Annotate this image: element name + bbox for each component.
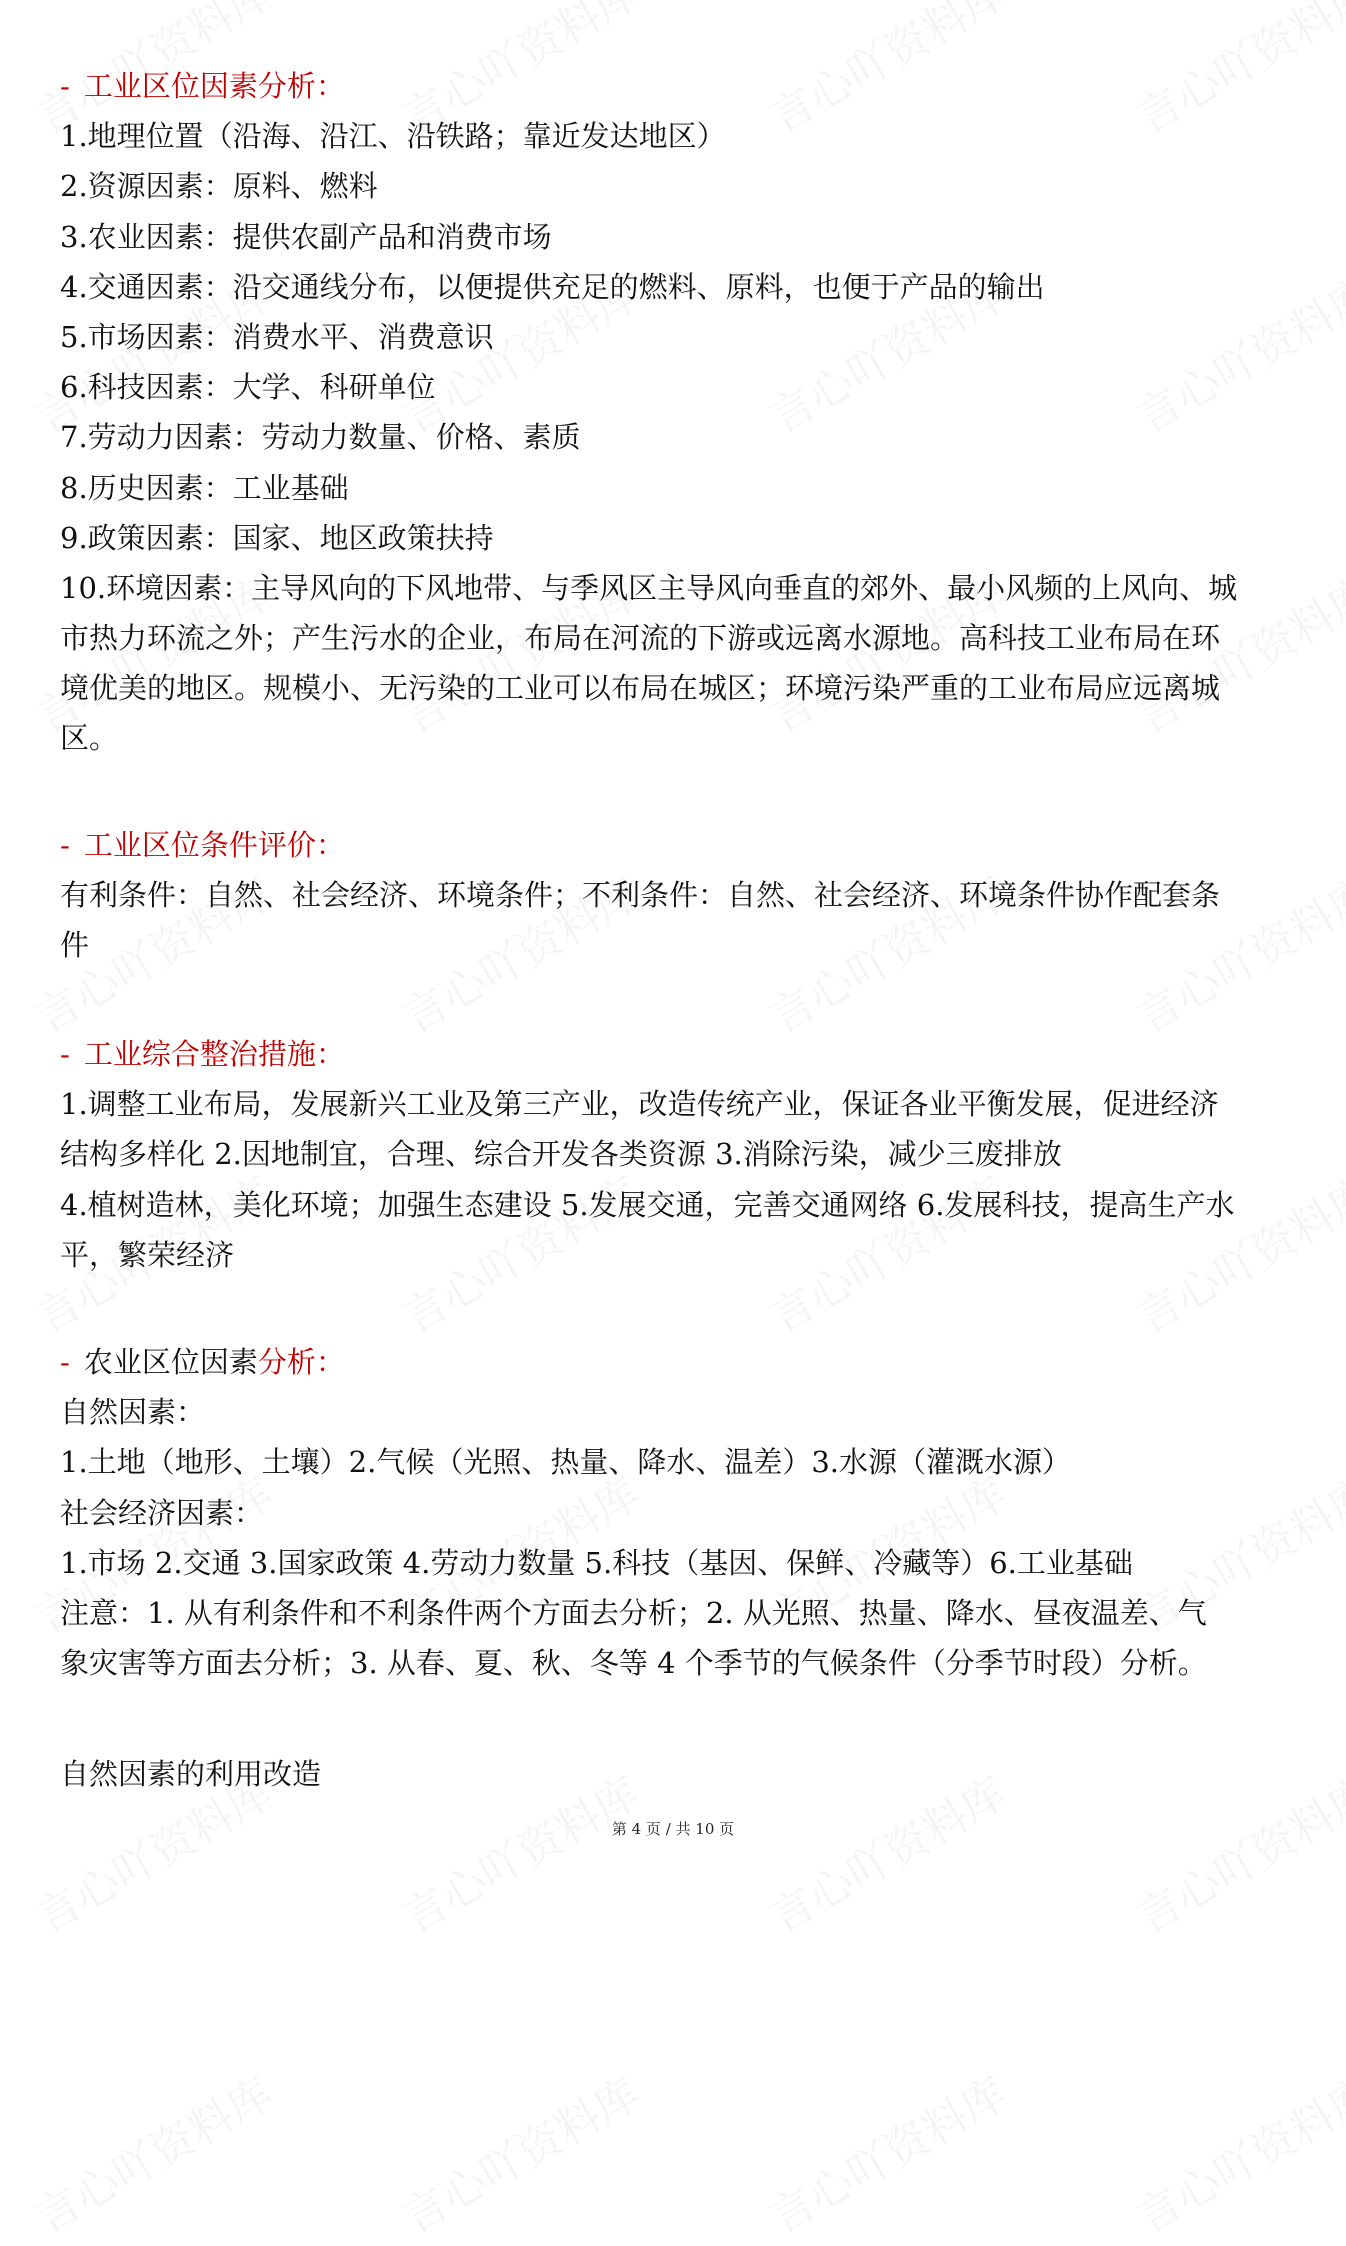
text-line: 7.劳动力因素：劳动力数量、价格、素质 [60,420,581,455]
page-footer: 第 4 页 / 共 10 页 [611,1820,735,1838]
text-line: 6.科技因素：大学、科研单位 [60,370,436,405]
section-industrial-remediation [60,1029,1300,1280]
section-agricultural-location-factors [60,1337,1300,1688]
section-heading [60,1337,1300,1387]
section-industrial-location-factors [60,61,1300,764]
heading-dash: - [60,1037,70,1071]
section-heading [60,820,1300,870]
text-line: 1.土地（地形、土壤）2.气候（光照、热量、降水、温差）3.水源（灌溉水源） [60,1445,1072,1480]
heading-text: 农业区位因素 [83,1345,258,1379]
heading-dash: - [60,69,70,103]
text-line: 市热力环流之外；产生污水的企业，布局在河流的下游或远离水源地。高科技工业布局在环 [60,621,1221,656]
text-line: 结构多样化 2.因地制宜，合理、综合开发各类资源 3.消除污染，减少三废排放 [60,1137,1062,1172]
text-line: 1.市场 2.交通 3.国家政策 4.劳动力数量 5.科技（基因、保鲜、冷藏等）6.工业基础 [60,1545,1133,1580]
section-heading [60,61,1300,111]
text-line: 9.政策因素：国家、地区政策扶持 [60,520,494,555]
trailing-section [60,1749,1300,1799]
text-line: 1.调整工业布局，发展新兴工业及第三产业，改造传统产业，保证各业平衡发展，促进经济 [60,1087,1219,1122]
text-line: 1.地理位置（沿海、沿江、沿铁路；靠近发达地区） [60,119,726,154]
section-heading [60,1029,1300,1079]
text-line: 2.资源因素：原料、燃料 [60,169,378,204]
heading-dash: - [60,828,70,862]
heading-text-red: 工业综合整治措施： [83,1037,345,1071]
heading-text-red: 工业区位因素分析： [83,69,345,103]
text-line: 注意：1. 从有利条件和不利条件两个方面去分析；2. 从光照、热量、降水、昼夜温差、气 [60,1595,1207,1630]
text-line: 社会经济因素： [60,1495,264,1530]
text-line: 有利条件：自然、社会经济、环境条件；不利条件：自然、社会经济、环境条件协作配套条 [60,878,1221,913]
heading-text-red: 工业区位条件评价： [83,828,345,862]
trailing-line: 自然因素的利用改造 [60,1757,322,1791]
text-line: 境优美的地区。规模小、无污染的工业可以布局在城区；环境污染严重的工业布局应远离城 [60,671,1221,706]
heading-text-red: 分析： [257,1345,345,1379]
text-line: 4.植树造林，美化环境；加强生态建设 5.发展交通，完善交通网络 6.发展科技，提高生产水 [60,1187,1235,1222]
text-line: 8.历史因素：工业基础 [60,470,349,505]
text-line: 4.交通因素：沿交通线分布，以便提供充足的燃料、原料，也便于产品的输出 [60,269,1045,304]
watermark [1123,2058,1346,2245]
text-line: 象灾害等方面去分析；3. 从春、夏、秋、冬等 4 个季节的气候条件（分季节时段）分析。 [60,1646,1207,1681]
section-industrial-location-evaluation [60,820,1300,971]
text-line: 10.环境因素：主导风向的下风地带、与季风区主导风向垂直的郊外、最小风频的上风向、城 [60,570,1238,605]
heading-dash: - [60,1345,70,1379]
text-line: 平，繁荣经济 [60,1237,235,1272]
text-line: 3.农业因素：提供农副产品和消费市场 [60,219,552,254]
watermark [22,2058,283,2245]
text-line: 区。 [60,721,119,756]
watermark [756,2058,1017,2245]
watermark [389,2058,650,2245]
text-line: 自然因素： [60,1395,206,1430]
text-line: 5.市场因素：消费水平、消费意识 [60,319,494,354]
text-line: 件 [60,928,90,963]
